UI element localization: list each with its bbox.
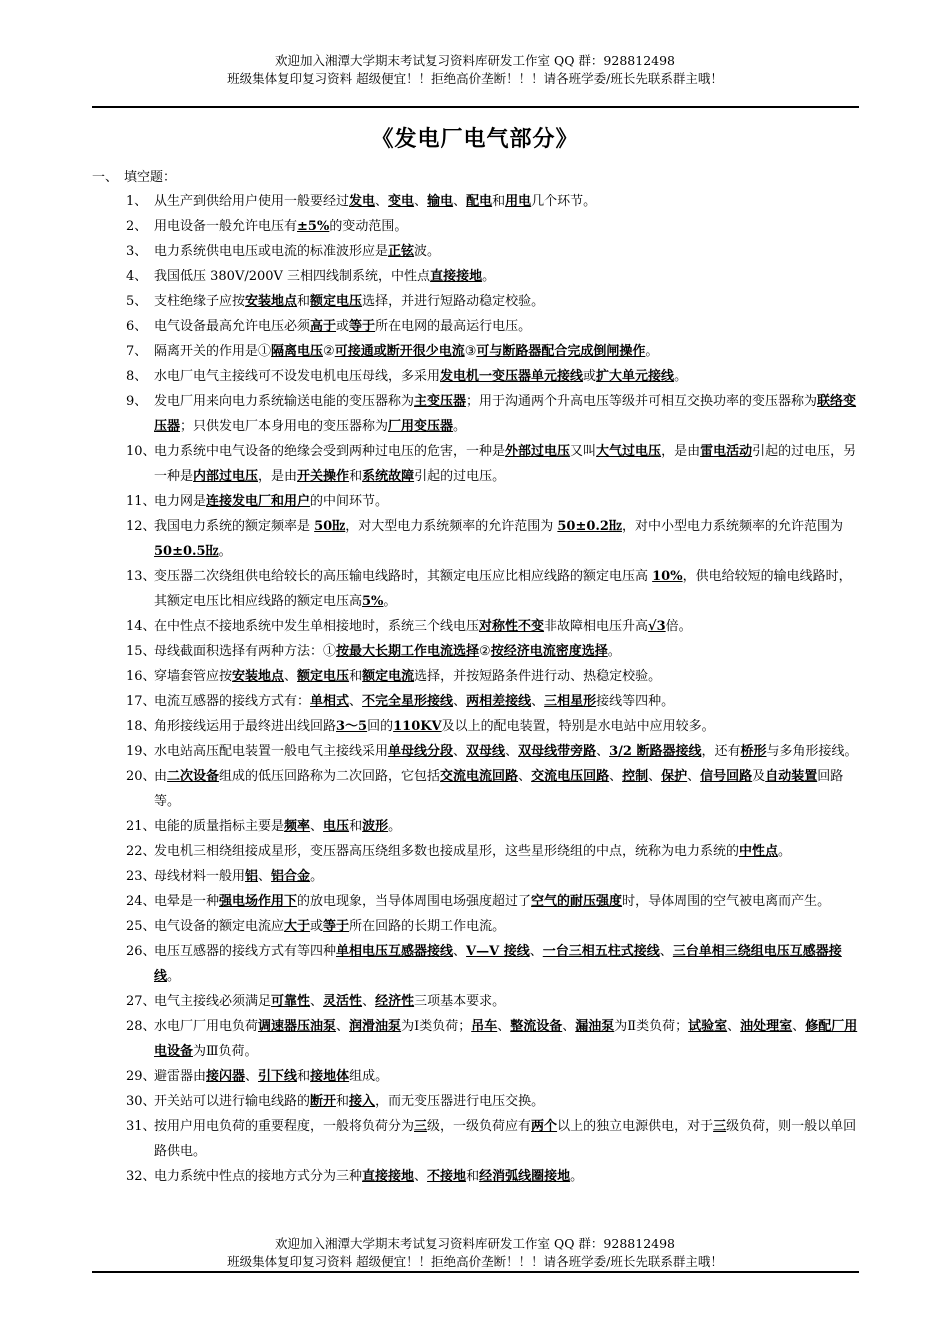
question-text: 发电机三相绕组接成星形，变压器高压绕组多数也接成星形，这些星形绕组的中点，统称为电力系统的 — [154, 844, 740, 859]
question-text: 、 — [596, 744, 610, 759]
answer-blank: 引下线 — [258, 1069, 298, 1084]
question-number: 24、 — [126, 894, 156, 909]
question-text: 以上的独立电源供电，对于 — [557, 1119, 714, 1134]
question-text: ；只供发电厂本身用电的变压器称为 — [180, 419, 389, 434]
question-text: 从生产到供给用户使用一般要经过 — [154, 194, 350, 209]
answer-blank: 接地体 — [310, 1069, 350, 1084]
question-text: 开关站可以进行输电线路的 — [154, 1094, 311, 1109]
question-text: 角形接线运用于最终进出线回路 — [154, 719, 337, 734]
answer-blank: 按最大长期工作电流选择 — [336, 644, 480, 659]
question-item — [0, 489, 859, 514]
question-number: 2、 — [126, 219, 148, 234]
question-text: 在中性点不接地系统中发生单相接地时，系统三个线电压 — [154, 619, 480, 634]
question-text: ，还有 — [701, 744, 741, 759]
question-text: 回的 — [367, 719, 394, 734]
question-text: 水电厂厂用电负荷 — [154, 1019, 259, 1034]
question-text: 、 — [648, 769, 662, 784]
answer-blank: 不接地 — [427, 1169, 467, 1184]
answer-blank: 发电 — [349, 194, 376, 209]
question-number: 6、 — [126, 319, 148, 334]
question-text: 波。 — [414, 244, 441, 259]
question-text: 电气设备最高允许电压必须 — [154, 319, 311, 334]
question-text: ，是由 — [661, 444, 701, 459]
question-text: 为Ⅱ类负荷； — [614, 1019, 689, 1034]
answer-blank: 10% — [652, 569, 683, 584]
question-text: 和 — [297, 1069, 311, 1084]
answer-blank: 外部过电压 — [505, 444, 571, 459]
question-item — [0, 914, 859, 939]
answer-blank: 单母线分段 — [388, 744, 454, 759]
question-number: 13、 — [126, 569, 156, 584]
question-text: 和 — [349, 469, 363, 484]
question-text: 的变动范围。 — [329, 219, 408, 234]
answer-blank: 三台单相三绕组电压互感器接线 — [154, 944, 842, 984]
question-number: 20、 — [126, 769, 156, 784]
question-text: 母线材料一般用 — [154, 869, 246, 884]
question-text: 。 — [607, 644, 621, 659]
question-text: 、 — [518, 769, 532, 784]
answer-blank: 等于 — [323, 919, 350, 934]
question-text: 及以上的配电装置，特别是水电站中应用较多。 — [441, 719, 715, 734]
question-text: 非故障相电压升高 — [544, 619, 649, 634]
question-text: 隔离开关的作用是① — [154, 344, 272, 359]
question-item — [0, 339, 859, 364]
question-text: 电压互感器的接线方式有等四种 — [154, 944, 337, 959]
answer-blank: 两个 — [531, 1119, 558, 1134]
question-text: 、 — [562, 1019, 576, 1034]
question-number: 3、 — [126, 244, 148, 259]
question-text: 、 — [362, 994, 376, 1009]
answer-blank: 大于 — [284, 919, 311, 934]
question-text: 和 — [466, 1169, 480, 1184]
question-text: 、 — [727, 1019, 741, 1034]
answer-blank: 不完全星形接线 — [362, 694, 454, 709]
answer-blank: 额定电流 — [362, 669, 415, 684]
question-text: 我国低压 380V/200V 三相四线制系统，中性点 — [154, 269, 431, 284]
question-number: 15、 — [126, 644, 156, 659]
answer-blank: 灵活性 — [323, 994, 363, 1009]
question-text: 与多角形接线。 — [766, 744, 858, 759]
question-text: 又叫 — [570, 444, 597, 459]
question-text: 。 — [218, 544, 232, 559]
question-number: 8、 — [126, 369, 148, 384]
question-text: 、 — [349, 694, 363, 709]
question-text: 选择，并按短路条件进行动、热稳定校验。 — [414, 669, 662, 684]
question-text: 电气设备的额定电流应 — [154, 919, 285, 934]
question-text: 级，一级负荷应有 — [427, 1119, 532, 1134]
answer-blank: 可接通或断开很少电流 — [334, 344, 465, 359]
question-text: 。 — [453, 419, 467, 434]
question-text: 选择，并进行短路动稳定校验。 — [362, 294, 545, 309]
answer-blank: 一台三相五柱式接线 — [542, 944, 660, 959]
question-text: 。 — [778, 844, 792, 859]
question-text: 。 — [674, 369, 688, 384]
question-number: 23、 — [126, 869, 156, 884]
question-item — [0, 939, 859, 989]
answer-blank: 经消弧线圈接地 — [479, 1169, 571, 1184]
question-text: 和 — [349, 669, 363, 684]
question-text: 电力网是 — [154, 494, 207, 509]
question-number: 30、 — [126, 1094, 156, 1109]
question-text: 的中间环节。 — [310, 494, 389, 509]
answer-blank: 自动装置 — [765, 769, 818, 784]
answer-blank: 系统故障 — [362, 469, 415, 484]
question-text: 、 — [687, 769, 701, 784]
question-number: 31、 — [126, 1119, 156, 1134]
answer-blank: 对称性不变 — [479, 619, 545, 634]
answer-blank: 强电场作用下 — [219, 894, 298, 909]
question-text: 。 — [167, 969, 181, 984]
answer-blank: 三相星形 — [544, 694, 597, 709]
question-text: 、 — [453, 194, 467, 209]
question-text: 。 — [383, 594, 397, 609]
answer-blank: 双母线 — [466, 744, 506, 759]
question-number: 17、 — [126, 694, 156, 709]
answer-blank: 正铉 — [388, 244, 415, 259]
question-item — [0, 514, 859, 564]
footer-divider — [92, 1271, 859, 1273]
section-number: 一、 — [92, 170, 119, 185]
answer-blank: 厂用变压器 — [388, 419, 454, 434]
question-text: 、 — [505, 744, 519, 759]
question-number: 11、 — [126, 494, 156, 509]
answer-blank: 50±0.5㎐ — [154, 544, 219, 559]
question-number: 5、 — [126, 294, 148, 309]
answer-blank: 高于 — [310, 319, 337, 334]
answer-blank: 安装地点 — [245, 294, 298, 309]
question-item — [0, 364, 859, 389]
question-text: 和 — [297, 294, 311, 309]
question-number: 28、 — [126, 1019, 156, 1034]
answer-blank: 配电 — [466, 194, 493, 209]
question-item — [0, 264, 859, 289]
answer-blank: 吊车 — [471, 1019, 498, 1034]
question-text: 或 — [336, 319, 350, 334]
question-text: 母线截面积选择有两种方法：① — [154, 644, 337, 659]
question-text: 为Ⅰ类负荷； — [401, 1019, 472, 1034]
question-item — [0, 689, 859, 714]
question-item — [0, 314, 859, 339]
answer-blank: 三 — [713, 1119, 727, 1134]
question-text: 时，导体周围的空气被电离而产生。 — [622, 894, 831, 909]
question-text: 电力系统中性点的接地方式分为三种 — [154, 1169, 363, 1184]
question-item — [0, 889, 859, 914]
answer-blank: 接闪器 — [206, 1069, 246, 1084]
answer-blank: 50㎐ — [314, 519, 346, 534]
answer-blank: 三 — [414, 1119, 428, 1134]
answer-blank: 大气过电压 — [596, 444, 662, 459]
answer-blank: 按经济电流密度选择 — [490, 644, 608, 659]
question-text: 级负荷，则一般以单回路供电。 — [154, 1119, 857, 1159]
answer-blank: 交流电压回路 — [531, 769, 610, 784]
question-number: 12、 — [126, 519, 156, 534]
question-number: 32、 — [126, 1169, 156, 1184]
question-text: 、 — [310, 994, 324, 1009]
question-text: 所在电网的最高运行电压。 — [375, 319, 532, 334]
question-item — [0, 439, 859, 489]
answer-blank: 频率 — [284, 819, 311, 834]
question-text: 引起的过电压。 — [414, 469, 506, 484]
answer-blank: 空气的耐压强度 — [531, 894, 623, 909]
question-item — [0, 564, 859, 614]
question-text: 按用户用电负荷的重要程度，一般将负荷分为 — [154, 1119, 415, 1134]
question-item — [0, 739, 859, 764]
answer-blank: 额定电压 — [297, 669, 350, 684]
answer-blank: 控制 — [622, 769, 649, 784]
question-text: 、 — [609, 769, 623, 784]
question-number: 22、 — [126, 844, 156, 859]
question-text: 。 — [310, 869, 324, 884]
answer-blank: 可与断路器配合完成倒闸操作 — [476, 344, 646, 359]
question-item — [0, 764, 859, 814]
answer-blank: 额定电压 — [310, 294, 363, 309]
question-item — [0, 614, 859, 639]
answer-blank: 整流设备 — [510, 1019, 563, 1034]
question-number: 7、 — [126, 344, 148, 359]
question-text: 所在回路的长期工作电流。 — [349, 919, 506, 934]
question-item — [0, 1164, 859, 1189]
question-number: 10、 — [126, 444, 156, 459]
answer-blank: 开关操作 — [297, 469, 350, 484]
question-item — [0, 289, 859, 314]
question-text: 和 — [336, 1094, 350, 1109]
answer-blank: 可靠性 — [271, 994, 311, 1009]
section-label: 填空题： — [124, 170, 177, 185]
question-item — [0, 1064, 859, 1089]
question-number: 21、 — [126, 819, 156, 834]
document-title: 《发电厂电气部分》 — [371, 126, 579, 152]
question-text: 及 — [752, 769, 766, 784]
question-text: 接线等四种。 — [596, 694, 675, 709]
question-text: 、 — [531, 694, 545, 709]
question-text: 、 — [497, 1019, 511, 1034]
answer-blank: 两相差接线 — [466, 694, 532, 709]
question-text: 水电厂电气主接线可不设发电机电压母线，多采用 — [154, 369, 441, 384]
question-text: 、 — [453, 944, 467, 959]
answer-blank: 接入 — [349, 1094, 376, 1109]
answer-blank: 主变压器 — [414, 394, 467, 409]
question-text: 穿墙套管应按 — [154, 669, 233, 684]
question-text: 支柱绝缘子应按 — [154, 294, 246, 309]
question-item — [0, 239, 859, 264]
question-item — [0, 714, 859, 739]
question-number: 16、 — [126, 669, 156, 684]
answer-blank: 内部过电压 — [193, 469, 259, 484]
question-number: 25、 — [126, 919, 156, 934]
footer-line-2: 班级集体复印复习资料 超级便宜！！拒绝高价垄断！！！请各班学委/班长先联系群主哦！ — [227, 1254, 723, 1269]
answer-blank: 雷电活动 — [700, 444, 753, 459]
answer-blank: 保护 — [661, 769, 688, 784]
question-number: 18、 — [126, 719, 156, 734]
question-text: ③ — [464, 344, 477, 359]
question-text: 电力系统供电电压或电流的标准波形应是 — [154, 244, 389, 259]
question-text: 电流互感器的接线方式有： — [154, 694, 311, 709]
answer-blank: 变电 — [388, 194, 415, 209]
question-text: ② — [323, 344, 335, 359]
page-footer — [0, 1235, 950, 1271]
answer-blank: 3～5 — [336, 719, 368, 734]
question-text: 、 — [414, 1169, 428, 1184]
question-text: 、 — [792, 1019, 806, 1034]
question-text: 组成的低压回路称为二次回路，它包括 — [219, 769, 441, 784]
question-text: 变压器二次绕组供电给较长的高压输电线路时，其额定电压应比相应线路的额定电压高 — [154, 569, 653, 584]
question-text: 或 — [583, 369, 597, 384]
section-heading — [92, 166, 176, 185]
answer-blank: V—V 接线 — [466, 944, 530, 959]
question-text: 。 — [388, 819, 402, 834]
answer-blank: 交流电流回路 — [440, 769, 519, 784]
answer-blank: 试验室 — [688, 1019, 728, 1034]
question-text: 、 — [375, 194, 389, 209]
question-item — [0, 639, 859, 664]
question-text: 水电站高压配电装置一般电气主接线采用 — [154, 744, 389, 759]
question-text: 和 — [492, 194, 506, 209]
question-number: 19、 — [126, 744, 156, 759]
question-text: 。 — [645, 344, 659, 359]
question-text: 。 — [570, 1169, 584, 1184]
answer-blank: 直接接地 — [430, 269, 483, 284]
answer-blank: 直接接地 — [362, 1169, 415, 1184]
page-header — [0, 52, 950, 88]
answer-blank: 用电 — [505, 194, 532, 209]
question-text: 由 — [154, 769, 168, 784]
answer-blank: 连接发电厂和用户 — [206, 494, 311, 509]
header-line-1: 欢迎加入湘潭大学期末考试复习资料库研发工作室 QQ 群：928812498 — [274, 53, 676, 68]
question-text: 或 — [310, 919, 324, 934]
answer-blank: 110KV — [393, 719, 442, 734]
question-text: ；用于沟通两个升高电压等级并可相互交换功率的变压器称为 — [466, 394, 818, 409]
question-text: 、 — [414, 194, 428, 209]
answer-blank: 经济性 — [375, 994, 415, 1009]
question-text: 的放电现象，当导体周围电场强度超过了 — [297, 894, 532, 909]
question-text: ，对大型电力系统频率的允许范围为 — [345, 519, 558, 534]
question-text: 用电设备一般允许电压有 — [154, 219, 298, 234]
question-text: 倍。 — [665, 619, 692, 634]
answer-blank: 联络变压器 — [154, 394, 857, 434]
question-number: 14、 — [126, 619, 156, 634]
header-divider — [92, 106, 859, 108]
question-text: 、 — [310, 819, 324, 834]
question-text: 发电厂用来向电力系统输送电能的变压器称为 — [154, 394, 415, 409]
question-text: ② — [479, 644, 491, 659]
question-number: 26、 — [126, 944, 156, 959]
question-text: ，供电给较短的输电线路时，其额定电压比相应线路的额定电压高 — [154, 569, 852, 609]
question-item — [0, 1014, 859, 1064]
question-item — [0, 864, 859, 889]
question-item — [0, 189, 859, 214]
question-text: 三项基本要求。 — [414, 994, 506, 1009]
answer-blank: ±5% — [297, 219, 330, 234]
answer-blank: 二次设备 — [167, 769, 220, 784]
question-text: 、 — [336, 1019, 350, 1034]
answer-blank: 单相电压互感器接线 — [336, 944, 454, 959]
question-text: 电晕是一种 — [154, 894, 220, 909]
question-text: 回路等。 — [154, 769, 844, 809]
question-text: 避雷器由 — [154, 1069, 207, 1084]
question-text: 电气主接线必须满足 — [154, 994, 272, 1009]
answer-blank: 双母线带旁路 — [518, 744, 597, 759]
question-text: 、 — [258, 869, 272, 884]
question-item — [0, 989, 859, 1014]
question-item — [0, 1114, 859, 1164]
answer-blank: 断开 — [310, 1094, 337, 1109]
answer-blank: 电压 — [323, 819, 350, 834]
question-text: 、 — [659, 944, 673, 959]
question-number: 27、 — [126, 994, 156, 1009]
answer-blank: 中性点 — [739, 844, 779, 859]
question-text: 引起的过电压，另一种是 — [154, 444, 857, 484]
answer-blank: 油处理室 — [740, 1019, 793, 1034]
answer-blank: 扩大单元接线 — [596, 369, 675, 384]
question-number: 4、 — [126, 269, 148, 284]
answer-blank: 输电 — [427, 194, 454, 209]
answer-blank: √3 — [648, 619, 666, 634]
question-text: 组成。 — [349, 1069, 389, 1084]
answer-blank: 桥形 — [740, 744, 767, 759]
question-text: 电力系统中电气设备的绝缘会受到两种过电压的危害，一种是 — [154, 444, 506, 459]
fill-in-question-list — [0, 189, 950, 1189]
footer-line-1: 欢迎加入湘潭大学期末考试复习资料库研发工作室 QQ 群：928812498 — [274, 1236, 676, 1251]
question-text: 、 — [284, 669, 298, 684]
question-text: 为Ⅲ负荷。 — [193, 1044, 258, 1059]
question-item — [0, 214, 859, 239]
question-number: 9、 — [126, 394, 148, 409]
answer-blank: 调速器压油泵 — [258, 1019, 337, 1034]
question-item — [0, 389, 859, 439]
question-text: 、 — [245, 1069, 259, 1084]
question-number: 1、 — [126, 194, 148, 209]
answer-blank: 5% — [362, 594, 384, 609]
question-text: ，对中小型电力系统频率的允许范围为 — [621, 519, 843, 534]
question-text: 和 — [349, 819, 363, 834]
question-text: 、 — [453, 694, 467, 709]
answer-blank: 等于 — [349, 319, 376, 334]
header-line-2: 班级集体复印复习资料 超级便宜！！拒绝高价垄断！！！请各班学委/班长先联系群主哦！ — [227, 71, 723, 86]
question-text: ，而无变压器进行电压交换。 — [375, 1094, 545, 1109]
question-text: 、 — [529, 944, 543, 959]
answer-blank: 铝 — [245, 869, 259, 884]
answer-blank: 润滑油泵 — [349, 1019, 402, 1034]
answer-blank: 单相式 — [310, 694, 350, 709]
answer-blank: 50±0.2㎐ — [557, 519, 622, 534]
answer-blank: 信号回路 — [700, 769, 753, 784]
answer-blank: 修配厂用电设备 — [154, 1019, 858, 1059]
answer-blank: 漏油泵 — [575, 1019, 615, 1034]
question-item — [0, 814, 859, 839]
answer-blank: 3/2 断路器接线 — [609, 744, 702, 759]
question-text: 几个环节。 — [531, 194, 597, 209]
question-text: 、 — [453, 744, 467, 759]
answer-blank: 波形 — [362, 819, 389, 834]
question-text: 电能的质量指标主要是 — [154, 819, 285, 834]
question-text: 。 — [482, 269, 496, 284]
question-number: 29、 — [126, 1069, 156, 1084]
question-text: 我国电力系统的额定频率是 — [154, 519, 315, 534]
answer-blank: 安装地点 — [232, 669, 285, 684]
answer-blank: 隔离电压 — [271, 344, 324, 359]
question-item — [0, 664, 859, 689]
answer-blank: 发电机一变压器单元接线 — [440, 369, 584, 384]
question-item — [0, 839, 859, 864]
answer-blank: 铝合金 — [271, 869, 311, 884]
question-item — [0, 1089, 859, 1114]
question-text: ，是由 — [258, 469, 298, 484]
